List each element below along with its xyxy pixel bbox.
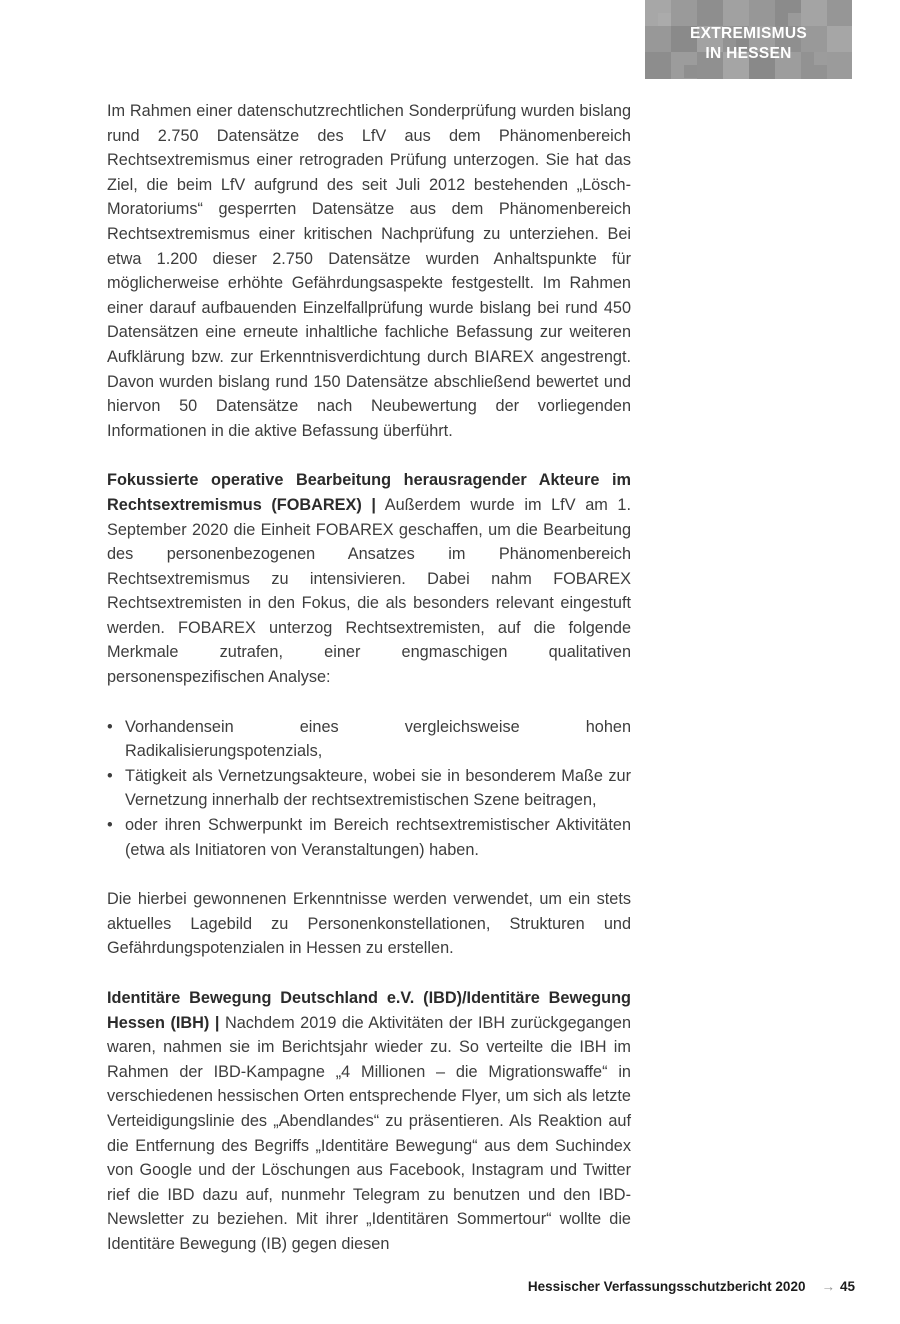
chapter-badge-title [645, 24, 852, 63]
paragraph-lead-in: Identitäre Bewegung Deutschland e.V. (IBD)/Identitäre Bewegung Hessen (IBH) | [107, 989, 631, 1032]
list-item [107, 813, 631, 862]
list-item [107, 715, 631, 764]
paragraph-fobarex [107, 468, 631, 689]
paragraph-text: Außerdem wurde im LfV am 1. September 2020 die Einheit FOBAREX geschaffen, um die Bearbeitung des personenbezogenen Ansatzes im Phänomenbereich Rechtsextremismus zu intensivieren. Dabei nahm FOBAREX Rechtsextremisten in den Fokus, die als besonders relevant eingestuft werden. FOBAREX unterzog Rechtsextremisten, auf die folgende Merkmale zutrafen, einer engmaschigen qualitativen personenspezifischen Analyse: [107, 495, 632, 687]
page-number: 45 [839, 1279, 855, 1294]
paragraph-sonderpruefung [107, 99, 631, 443]
body-text-column [107, 99, 631, 1282]
paragraph-text: Nachdem 2019 die Aktivitäten der IBH zurückgegangen waren, nahmen sie im Berichtsjahr wieder zu. So verteilte die IBH im Rahmen der IBD-Kampagne „4 Millionen – die Migrationswaffe“ in verschiedenen hessischen Orten entsprechende Flyer, um sich als letzte Verteidigungslinie des „Abendlandes“ zu präsentieren. Als Reaktion auf die Entfernung des Begriffs „Identitäre Bewegung“ aus dem Suchindex von Google und der Löschungen aus Facebook, Instagram und Twitter rief die IBD dazu auf, nunmehr Telegram zu benutzen und den IBD-Newsletter zu beziehen. Mit ihrer „Identitären Sommertour“ wollte die Identitäre Bewegung (IB) gegen diesen [107, 1013, 631, 1253]
list-item-text: Tätigkeit als Vernetzungsakteure, wobei sie in besonderem Maße zur Vernetzung innerhalb der rechtsextremistischen Szene beitragen, [125, 766, 631, 810]
chapter-badge-line2: IN HESSEN [705, 44, 792, 62]
list-item-text: Vorhandensein eines vergleichsweise hohen Radikalisierungspotenzials, [125, 717, 631, 761]
paragraph-lead-in: Fokussierte operative Bearbeitung herausragender Akteure im Rechtsextremismus (FOBAREX) | [107, 471, 631, 514]
paragraph-ibd [107, 986, 631, 1257]
chapter-badge-line1: EXTREMISMUS [690, 25, 807, 42]
paragraph-lagebild [107, 887, 631, 961]
criteria-list [107, 715, 631, 863]
arrow-right-icon: → [821, 1279, 835, 1294]
paragraph-text: Im Rahmen einer datenschutzrechtlichen Sonderprüfung wurden bislang rund 2.750 Datensätze des LfV aus dem Phänomenbereich Rechtsextremismus einer retrograden Prüfung unterzogen. Sie hat das Ziel, die beim LfV aufgrund des seit Juli 2012 bestehenden „Lösch-Moratoriums“ gesperrten Datensätze aus dem Phänomenbereich Rechtsextremismus einer kritischen Nachprüfung zu unterziehen. Bei etwa 1.200 dieser 2.750 Datensätze wurden Anhaltspunkte für möglicherweise erhöhte Gefährdungsaspekte festgestellt. Im Rahmen einer darauf aufbauenden Einzelfallprüfung wurde bislang bei rund 450 Datensätzen eine erneute inhaltliche fachliche Befassung zur weiteren Aufklärung bzw. zur Erkenntnisverdichtung durch BIAREX angestrengt. Davon wurden bislang rund 150 Datensätze abschließend bewertet und hiervon 50 Datensätze nach Neubewertung der vorliegenden Informationen in die aktive Befassung überführt. [107, 102, 631, 440]
page-footer [107, 1279, 855, 1294]
list-item-text: oder ihren Schwerpunkt im Bereich rechtsextremistischer Aktivitäten (etwa als Initiatoren von Veranstaltungen) haben. [125, 816, 631, 859]
list-item [107, 764, 631, 813]
paragraph-text: Die hierbei gewonnenen Erkenntnisse werden verwendet, um ein stets aktuelles Lagebild zu Personenkonstellationen, Strukturen und Gefährdungspotenzialen in Hessen zu erstellen. [107, 890, 631, 958]
footer-report-title: Hessischer Verfassungsschutzbericht 2020 [527, 1279, 806, 1294]
chapter-badge [645, 0, 852, 79]
